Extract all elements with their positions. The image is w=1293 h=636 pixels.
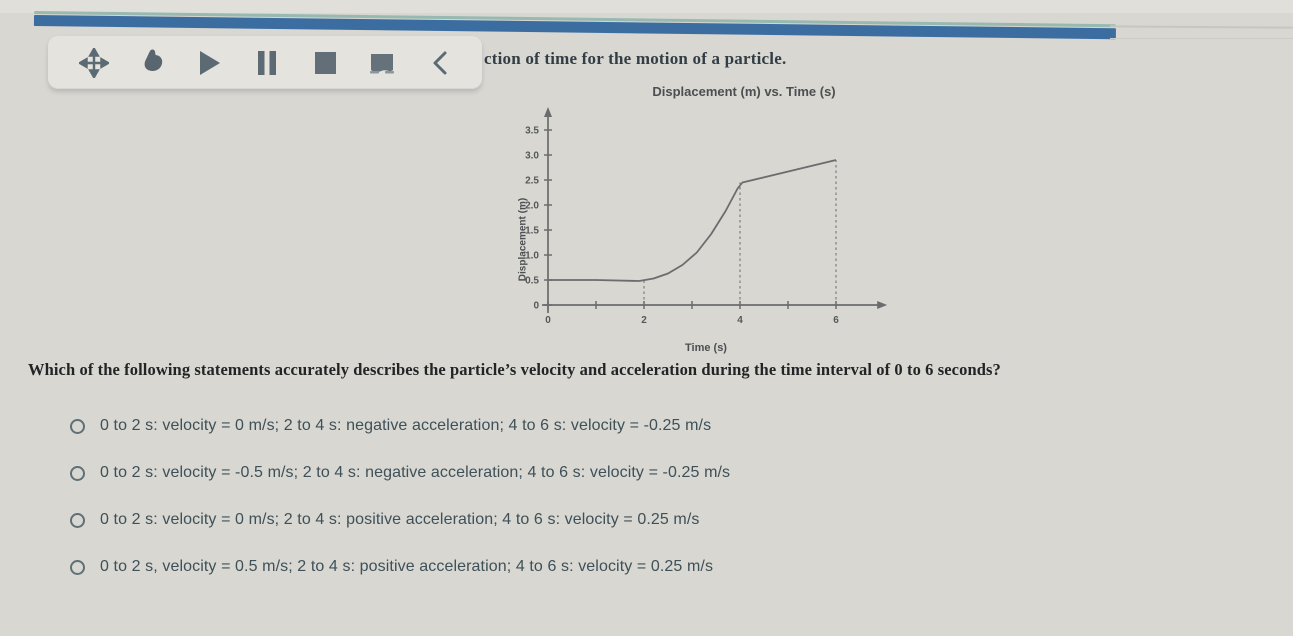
move-button[interactable] <box>76 45 112 81</box>
option-label-4: 0 to 2 s, velocity = 0.5 m/s; 2 to 4 s: positive acceleration; 4 to 6 s: velocity = 0.25 m/s <box>100 558 714 575</box>
option-label-2: 0 to 2 s: velocity = -0.5 m/s; 2 to 4 s: negative acceleration; 4 to 6 s: velocity = -0.25 m/s <box>100 464 731 481</box>
option-row-4[interactable] <box>70 554 730 580</box>
svg-text:0: 0 <box>533 300 539 312</box>
svg-text:2.5: 2.5 <box>525 175 539 187</box>
stop-icon <box>312 49 338 77</box>
options-list <box>70 413 730 580</box>
svg-text:3.5: 3.5 <box>525 125 539 137</box>
radio-button-2[interactable] <box>70 466 85 481</box>
option-row-1[interactable] <box>70 413 730 439</box>
displacement-chart-svg <box>496 99 916 339</box>
back-button[interactable] <box>422 45 458 81</box>
radio-button-1[interactable] <box>70 419 85 434</box>
play-button[interactable] <box>191 45 227 81</box>
move-icon <box>79 48 109 78</box>
top-bar <box>34 11 1116 39</box>
header-partial-title: ction of time for the motion of a particle. <box>484 49 787 68</box>
svg-text:4: 4 <box>737 315 743 326</box>
option-label-3: 0 to 2 s: velocity = 0 m/s; 2 to 4 s: positive acceleration; 4 to 6 s: velocity = 0.25 m/s <box>100 511 700 528</box>
image-button[interactable] <box>364 45 400 81</box>
hand-icon <box>138 48 166 78</box>
svg-text:0: 0 <box>545 315 551 326</box>
faint-divider-line <box>1110 25 1293 28</box>
radio-button-4[interactable] <box>70 560 85 575</box>
media-toolbar <box>48 36 482 89</box>
back-chevron-icon <box>428 49 452 77</box>
svg-text:1.5: 1.5 <box>525 225 539 237</box>
play-icon <box>195 48 223 78</box>
y-axis-label: Displacement (m) <box>517 197 529 282</box>
svg-text:2: 2 <box>641 315 647 326</box>
radio-button-3[interactable] <box>70 513 85 528</box>
chart-title: Displacement (m) vs. Time (s) <box>652 84 836 99</box>
image-icon <box>367 49 397 77</box>
svg-text:2.0: 2.0 <box>525 200 539 212</box>
faint-divider-line-2 <box>1110 38 1293 39</box>
top-strip <box>0 0 1293 13</box>
x-axis-label: Time (s) <box>685 342 727 354</box>
option-label-1: 0 to 2 s: velocity = 0 m/s; 2 to 4 s: negative acceleration; 4 to 6 s: velocity = -0.25 m/s <box>100 417 712 434</box>
pause-button[interactable] <box>249 45 285 81</box>
question-text: Which of the following statements accurately describes the particle’s velocity and acceleration during the time interval of 0 to 6 seconds? <box>28 360 1001 379</box>
hand-button[interactable] <box>134 45 170 81</box>
displacement-time-chart <box>496 84 932 362</box>
svg-text:3.0: 3.0 <box>525 150 539 162</box>
svg-text:0.5: 0.5 <box>525 275 539 287</box>
pause-icon <box>254 48 280 78</box>
svg-text:6: 6 <box>833 315 839 326</box>
stop-button[interactable] <box>307 45 343 81</box>
option-row-3[interactable] <box>70 507 730 533</box>
svg-text:1.0: 1.0 <box>525 250 539 262</box>
option-row-2[interactable] <box>70 460 730 486</box>
